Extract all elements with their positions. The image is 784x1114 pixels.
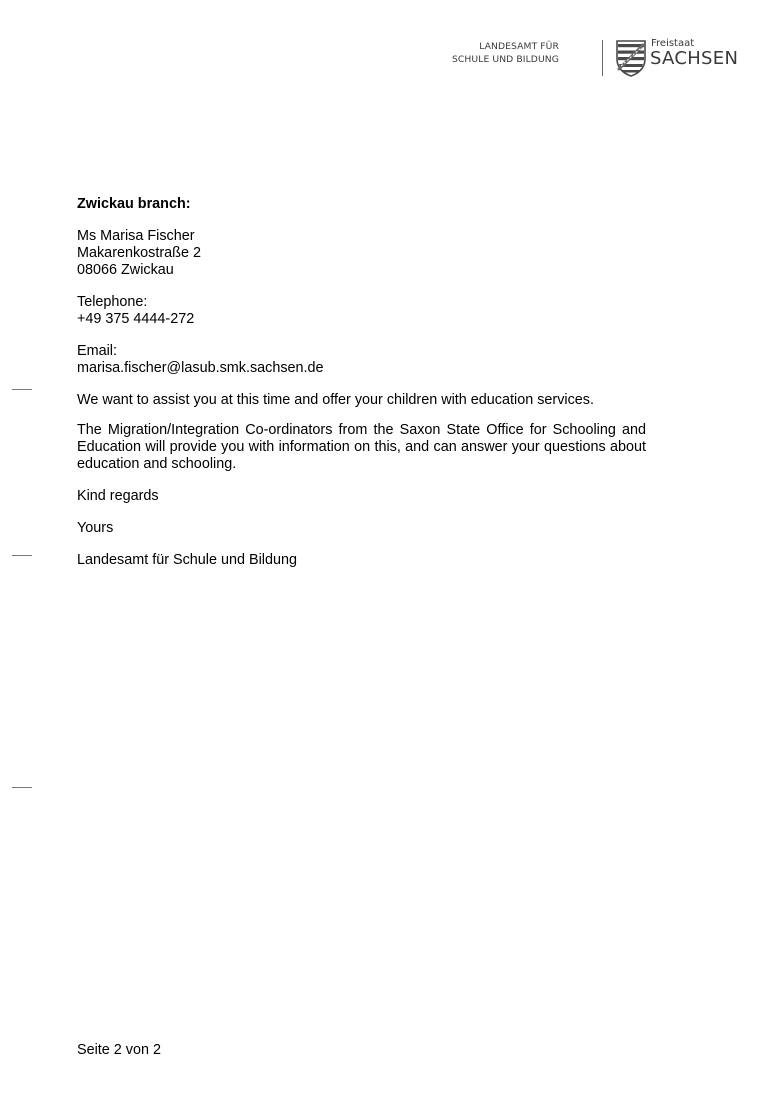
body-paragraph-2: The Migration/Integration Co-ordinators from the Saxon State Office for Schooling and Education will provide you with information on this, and can answer your questions about education and schooling. — [77, 422, 646, 472]
branch-heading: Zwickau branch: — [77, 196, 191, 212]
letterhead-divider — [602, 40, 603, 76]
contact-street: Makarenkostraße 2 — [77, 245, 201, 261]
signature: Landesamt für Schule und Bildung — [77, 552, 298, 568]
coat-of-arms-icon — [615, 39, 647, 77]
page-number: Seite 2 von 2 — [77, 1042, 162, 1058]
email-label: Email: — [77, 343, 117, 359]
contact-name: Ms Marisa Fischer — [77, 228, 195, 244]
fold-mark — [12, 555, 32, 556]
fold-mark — [12, 787, 32, 788]
agency-name-line2: SCHULE UND BILDUNG — [451, 54, 559, 65]
letter-body — [77, 196, 646, 569]
email-address: marisa.fischer@lasub.smk.sachsen.de — [77, 360, 324, 376]
closing-phrase: Kind regards — [77, 488, 159, 504]
letterhead — [451, 38, 750, 83]
state-label-small: Freistaat — [651, 38, 695, 49]
agency-name-line1: LANDESAMT FÜR — [479, 41, 559, 52]
contact-city: 08066 Zwickau — [77, 262, 174, 278]
agency-name — [452, 40, 559, 66]
state-label-large: SACHSEN — [650, 48, 739, 69]
telephone-label: Telephone: — [77, 294, 148, 310]
body-paragraph-1: We want to assist you at this time and offer your children with education services. — [77, 392, 594, 408]
fold-mark — [12, 389, 32, 390]
telephone-number: +49 375 4444-272 — [77, 311, 195, 327]
signoff: Yours — [77, 520, 114, 536]
